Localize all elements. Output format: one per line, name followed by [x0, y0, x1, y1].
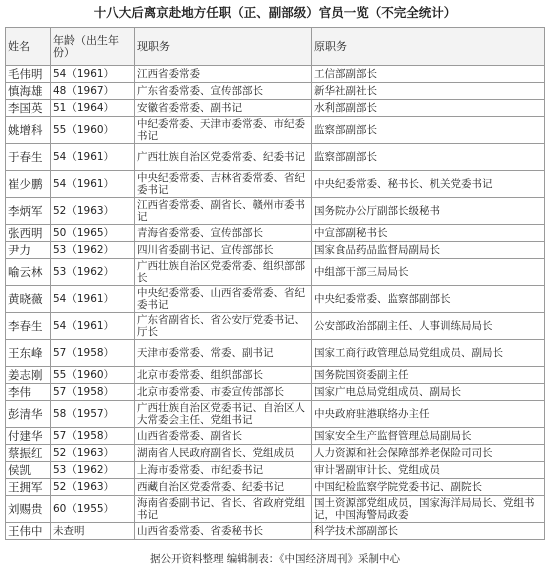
- row-current-post: 江西省委常委、副省长、赣州市委书记: [135, 198, 312, 225]
- row-name: 李国英: [6, 100, 51, 117]
- row-former-post: 国家安全生产监督管理总局副局长: [312, 428, 545, 445]
- table-row: [6, 496, 545, 523]
- row-name: 李春生: [6, 313, 51, 340]
- row-name: 王伟中: [6, 523, 51, 540]
- table-row: [6, 242, 545, 259]
- row-name: 彭清华: [6, 401, 51, 428]
- row-age: 52（1963）: [51, 198, 135, 225]
- table-title: 十八大后离京赴地方任职（正、副部级）官员一览（不完全统计）: [93, 5, 457, 20]
- row-former-post: 科学技术部副部长: [312, 523, 545, 540]
- row-former-post: 中国纪检监察学院党委书记、副院长: [312, 479, 545, 496]
- row-name: 李炳军: [6, 198, 51, 225]
- table-row: [6, 313, 545, 340]
- table-row: [6, 144, 545, 171]
- row-name: 王拥军: [6, 479, 51, 496]
- row-age: 52（1963）: [51, 479, 135, 496]
- table-row: [6, 462, 545, 479]
- row-age: 55（1960）: [51, 117, 135, 144]
- table-row: [6, 225, 545, 242]
- row-name: 喻云林: [6, 259, 51, 286]
- row-current-post: 中央纪委常委、山西省委常委、省纪委书记: [135, 286, 312, 313]
- table-row: [6, 384, 545, 401]
- row-current-post: 山西省委常委、副省长: [135, 428, 312, 445]
- row-current-post: 西藏自治区党委常委、纪委书记: [135, 479, 312, 496]
- row-name: 王东峰: [6, 340, 51, 367]
- table-body: [6, 66, 545, 540]
- row-name: 崔少鹏: [6, 171, 51, 198]
- table-row: [6, 286, 545, 313]
- row-current-post: 中纪委常委、天津市委常委、市纪委书记: [135, 117, 312, 144]
- table-row: [6, 367, 545, 384]
- row-name: 张西明: [6, 225, 51, 242]
- table-row: [6, 198, 545, 225]
- table-row: [6, 479, 545, 496]
- header-name: 姓名: [6, 28, 51, 66]
- row-age: 50（1965）: [51, 225, 135, 242]
- row-current-post: 广西壮族自治区党委常委、纪委书记: [135, 144, 312, 171]
- row-current-post: 北京市委常委、市委宣传部部长: [135, 384, 312, 401]
- row-age: 54（1961）: [51, 66, 135, 83]
- row-age: 57（1958）: [51, 340, 135, 367]
- row-age: 54（1961）: [51, 144, 135, 171]
- table-row: [6, 259, 545, 286]
- row-age: 53（1962）: [51, 462, 135, 479]
- row-name: 尹力: [6, 242, 51, 259]
- row-current-post: 江西省委常委: [135, 66, 312, 83]
- row-former-post: 中央政府驻港联络办主任: [312, 401, 545, 428]
- row-age: 54（1961）: [51, 171, 135, 198]
- row-former-post: 中组部干部三局局长: [312, 259, 545, 286]
- row-current-post: 广西壮族自治区党委书记、自治区人大常委会主任、党组书记: [135, 401, 312, 428]
- row-former-post: 监察部副部长: [312, 117, 545, 144]
- row-current-post: 广东省副省长、省公安厅党委书记、厅长: [135, 313, 312, 340]
- row-name: 黄晓薇: [6, 286, 51, 313]
- row-former-post: 国家广电总局党组成员、副局长: [312, 384, 545, 401]
- row-current-post: 天津市委常委、常委、副书记: [135, 340, 312, 367]
- row-age: 48（1967）: [51, 83, 135, 100]
- row-former-post: 国家食品药品监督局副局长: [312, 242, 545, 259]
- table-row: [6, 66, 545, 83]
- row-former-post: 中宣部副秘书长: [312, 225, 545, 242]
- row-age: 52（1963）: [51, 445, 135, 462]
- header-former-post: 原职务: [312, 28, 545, 66]
- row-name: 刘赐贵: [6, 496, 51, 523]
- source-note: 据公开资料整理 编辑制表：《中国经济周刊》采制中心: [149, 553, 401, 565]
- row-former-post: 国土资源部党组成员，国家海洋局局长、党组书记，中国海警局政委: [312, 496, 545, 523]
- table-row: [6, 401, 545, 428]
- row-age: 57（1958）: [51, 428, 135, 445]
- row-name: 蔡振红: [6, 445, 51, 462]
- row-age: 53（1962）: [51, 259, 135, 286]
- row-current-post: 山西省委常委、省委秘书长: [135, 523, 312, 540]
- table-header-row: [6, 28, 545, 66]
- row-former-post: 人力资源和社会保障部养老保险司司长: [312, 445, 545, 462]
- table-row: [6, 171, 545, 198]
- row-name: 于春生: [6, 144, 51, 171]
- row-former-post: 中央纪委常委、秘书长、机关党委书记: [312, 171, 545, 198]
- row-name: 侯凯: [6, 462, 51, 479]
- row-age: 57（1958）: [51, 384, 135, 401]
- row-former-post: 审计署副审计长、党组成员: [312, 462, 545, 479]
- row-former-post: 国家工商行政管理总局党组成员、副局长: [312, 340, 545, 367]
- row-current-post: 中央纪委常委、吉林省委常委、省纪委书记: [135, 171, 312, 198]
- row-former-post: 水利部副部长: [312, 100, 545, 117]
- header-age: 年龄（出生年份）: [51, 28, 135, 66]
- row-former-post: 国务院国资委副主任: [312, 367, 545, 384]
- table-row: [6, 83, 545, 100]
- officials-table: [5, 27, 545, 540]
- row-age: 55（1960）: [51, 367, 135, 384]
- row-name: 姚增科: [6, 117, 51, 144]
- row-age: 58（1957）: [51, 401, 135, 428]
- row-former-post: 新华社副社长: [312, 83, 545, 100]
- row-age: 53（1962）: [51, 242, 135, 259]
- row-current-post: 上海市委常委、市纪委书记: [135, 462, 312, 479]
- row-age: 未查明: [51, 523, 135, 540]
- table-row: [6, 445, 545, 462]
- row-current-post: 广东省委常委、宣传部部长: [135, 83, 312, 100]
- row-current-post: 青海省委常委、宣传部部长: [135, 225, 312, 242]
- row-former-post: 中央纪委常委、监察部副部长: [312, 286, 545, 313]
- row-former-post: 工信部副部长: [312, 66, 545, 83]
- row-age: 54（1961）: [51, 286, 135, 313]
- row-name: 慎海雄: [6, 83, 51, 100]
- table-row: [6, 117, 545, 144]
- row-current-post: 四川省委副书记、宣传部部长: [135, 242, 312, 259]
- row-name: 姜志刚: [6, 367, 51, 384]
- header-current-post: 现职务: [135, 28, 312, 66]
- row-current-post: 安徽省委常委、副书记: [135, 100, 312, 117]
- row-former-post: 监察部副部长: [312, 144, 545, 171]
- row-former-post: 公安部政治部副主任、人事训练局局长: [312, 313, 545, 340]
- row-former-post: 国务院办公厅副部长级秘书: [312, 198, 545, 225]
- row-age: 51（1964）: [51, 100, 135, 117]
- table-row: [6, 340, 545, 367]
- row-current-post: 广西壮族自治区党委常委、组织部部长: [135, 259, 312, 286]
- row-current-post: 湖南省人民政府副省长、党组成员: [135, 445, 312, 462]
- table-row: [6, 100, 545, 117]
- row-name: 毛伟明: [6, 66, 51, 83]
- table-row: [6, 523, 545, 540]
- row-current-post: 北京市委常委、组织部部长: [135, 367, 312, 384]
- row-current-post: 海南省委副书记、省长、省政府党组书记: [135, 496, 312, 523]
- row-age: 54（1961）: [51, 313, 135, 340]
- table-row: [6, 428, 545, 445]
- row-age: 60（1955）: [51, 496, 135, 523]
- row-name: 付建华: [6, 428, 51, 445]
- row-name: 李伟: [6, 384, 51, 401]
